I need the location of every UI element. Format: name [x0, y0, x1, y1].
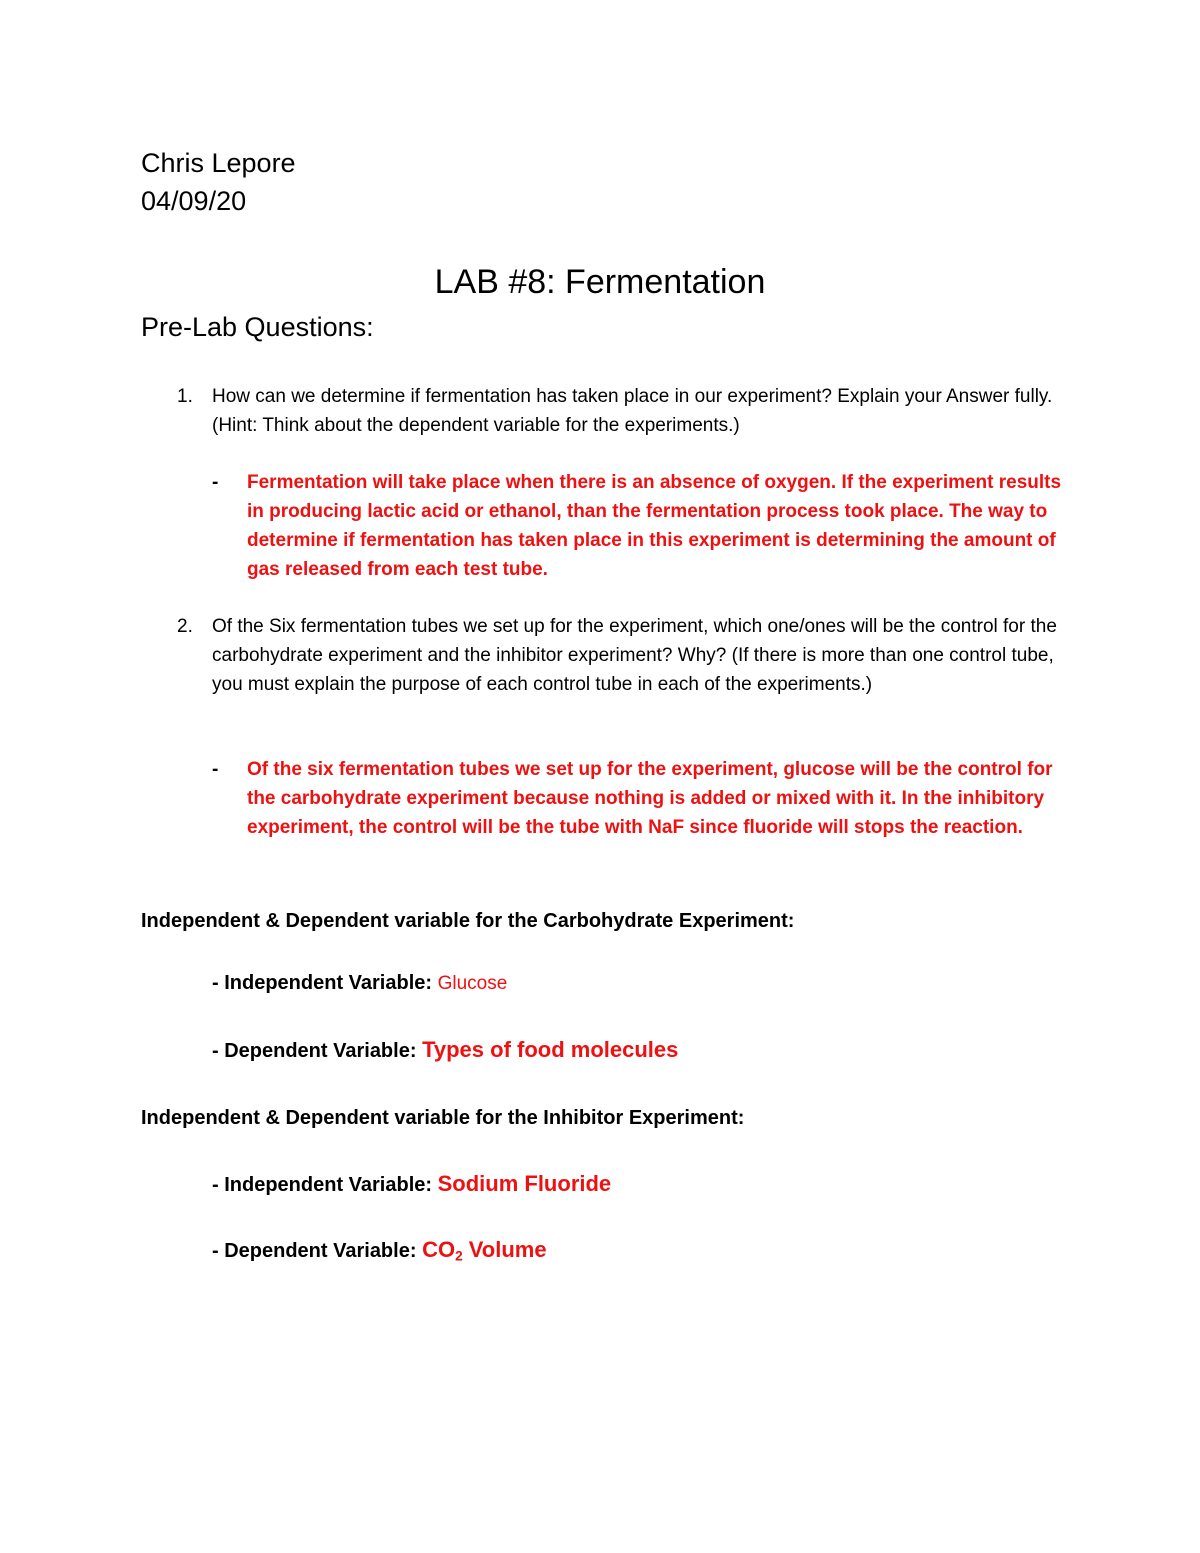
question-text: How can we determine if fermentation has taken place in our experiment? Explain your Answer fully. (Hint: Think about the dependent variable for the experiments.) [212, 386, 1053, 436]
variable-label: - Dependent Variable: [212, 1240, 423, 1262]
answer-bullet: - [212, 472, 219, 493]
prelab-heading: Pre-Lab Questions: [141, 312, 374, 342]
carb-section-heading: Independent & Dependent variable for the Carbohydrate Experiment: [141, 910, 795, 932]
document-date: 04/09/20 [141, 186, 247, 216]
document-title: LAB #8: Fermentation [434, 263, 766, 301]
variable-value: Sodium Fluoride [437, 1171, 612, 1196]
variable-label: - Dependent Variable: [212, 1040, 423, 1062]
carb-dependent-variable [212, 1035, 678, 1066]
question-number: 1. [177, 386, 193, 407]
co2-main: CO [422, 1237, 456, 1262]
inhibitor-section-heading: Independent & Dependent variable for the Inhibitor Experiment: [141, 1107, 745, 1129]
variable-label: - Independent Variable: [212, 1174, 438, 1196]
question-number: 2. [177, 616, 193, 637]
variable-value: Types of food molecules [422, 1037, 679, 1062]
answer-text: Of the six fermentation tubes we set up for the experiment, glucose will be the control for the carbohydrate experiment because nothing is added or mixed with it. In the inhibitory experiment, the control will be the tube with NaF since fluoride will stops the reaction. [247, 759, 1053, 838]
variable-value: Glucose [437, 973, 508, 994]
question-text: Of the Six fermentation tubes we set up for the experiment, which one/ones will be the control for the carbohydrate experiment and the inhibitor experiment? Why? (If there is more than one control tube, you must explain the purpose of each control tube in each of the experiments.) [212, 616, 1057, 695]
author-name: Chris Lepore [141, 148, 296, 178]
inhibitor-dependent-variable [212, 1235, 547, 1271]
variable-value [422, 1237, 547, 1262]
inhibitor-independent-variable [212, 1169, 611, 1200]
answer-text: Fermentation will take place when there is an absence of oxygen. If the experiment results in producing lactic acid or ethanol, than the fermentation process took place. The way to determine if fermentation has taken place in this experiment is determining the amount of gas released from each test tube. [247, 472, 1062, 580]
co2-subscript: 2 [455, 1248, 463, 1264]
co2-rest: Volume [462, 1237, 547, 1262]
variable-label: - Independent Variable: [212, 972, 438, 994]
carb-independent-variable [212, 968, 507, 999]
answer-bullet: - [212, 759, 219, 780]
